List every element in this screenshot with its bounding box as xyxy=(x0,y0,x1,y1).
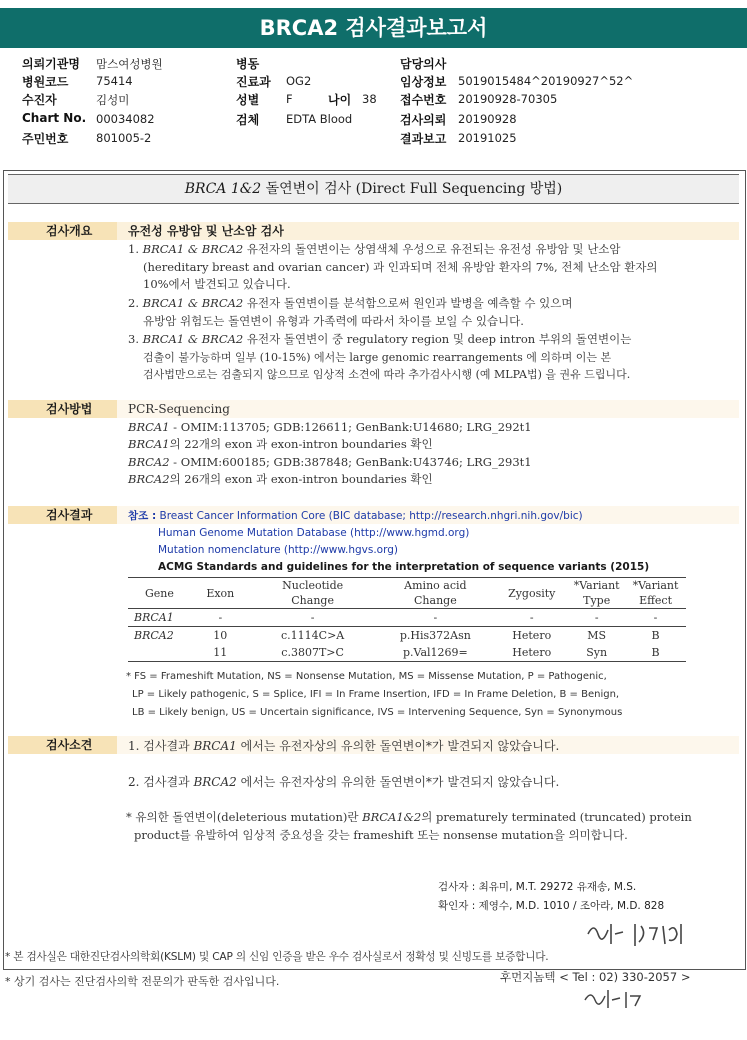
header-label: 의뢰기관명 xyxy=(22,57,80,71)
header-value: 38 xyxy=(362,92,377,106)
header-value: 20190928 xyxy=(458,112,517,126)
table-row xyxy=(128,644,686,662)
overview-item-2: 2. BRCA1 & BRCA2 유전자 돌연변이를 분석함으로써 원인과 발병을 예측할 수 있으며 유방암 위험도는 돌연변이 유형과 가족력에 따라서 차이를 보일 수 있습니다. xyxy=(128,296,573,328)
confirmer-line: 확인자 : 제영수, M.D. 1010 / 조아라, M.D. 828 xyxy=(438,900,665,912)
table-cell: Hetero xyxy=(512,646,552,659)
section-label-result: 검사결과 xyxy=(8,506,117,524)
header-label: 병원코드 xyxy=(22,75,69,89)
section-heading-overview: 유전성 유방암 및 난소암 검사 xyxy=(117,222,739,240)
reference-item: ACMG Standards and guidelines for the interpretation of sequence variants (2015) xyxy=(158,561,650,573)
table-header-cell: Zygosity xyxy=(508,586,556,600)
table-row xyxy=(128,609,686,627)
section-label-overview: 검사개요 xyxy=(8,222,117,240)
table-cell: p.His372Asn xyxy=(399,629,471,642)
overview-item-3: 3. BRCA1 & BRCA2 유전자 돌연변이 중 regulatory region 및 deep intron 부위의 돌연변이는 검출이 불가능하며 일부 (10-15%) 에서는 large genomic rearrangements 에 의하며 이는 본 검사법만으로는 검출되지 않으므로 임상적 소견에 따라 추가검사시행 (예 MLPA법) 을 권유 드립니다. xyxy=(128,332,632,381)
section-label-opinion: 검사소견 xyxy=(8,736,117,754)
header-value: 20191025 xyxy=(458,131,517,145)
header-value: 5019015484^20190927^52^ xyxy=(458,74,634,88)
table-header-cell: Exon xyxy=(206,586,235,600)
footer-note: * 상기 검사는 진단검사의학 전문의가 판독한 검사입니다. xyxy=(5,975,280,988)
reference-item: Breast Cancer Information Core (BIC database; http://research.nhgri.nih.gov/bic) xyxy=(159,510,583,522)
table-cell: c.1114C>A xyxy=(281,629,345,642)
table-row xyxy=(128,627,686,645)
reference-item: Mutation nomenclature (http://www.hgvs.org) xyxy=(158,544,398,556)
header-label: 검사의뢰 xyxy=(400,113,447,127)
table-header-cell: Amino acid Change xyxy=(404,579,467,607)
reference-item: Human Genome Mutation Database (http://www.hgmd.org) xyxy=(158,527,470,539)
reference-label: 참조 : xyxy=(128,510,157,522)
table-cell: B xyxy=(651,629,660,642)
opinion-note: * 유의한 돌연변이(deleterious mutation)란 BRCA1&2의 prematurely terminated (truncated) protein product를 유발하여 임상적 중요성을 갖는 frameshift 또는 nonsense mutation을 의미합니다. xyxy=(126,810,692,842)
variant-table xyxy=(128,577,686,662)
table-header-cell: Nucleotide Change xyxy=(282,579,344,607)
table-header-cell: Gene xyxy=(144,586,174,600)
handwritten-signature xyxy=(582,986,646,1012)
table-cell: - xyxy=(433,611,438,624)
table-cell: MS xyxy=(587,629,607,642)
opinion-line-2: 2. 검사결과 BRCA2 에서는 유전자상의 유의한 돌연변이*가 발견되지 않았습니다. xyxy=(128,775,560,789)
header-value: 맘스여성병원 xyxy=(96,57,163,71)
header-value: EDTA Blood xyxy=(286,112,353,126)
header-label: 검체 xyxy=(236,113,260,127)
header-label: 담당의사 xyxy=(400,57,447,71)
overview-item-1: 1. BRCA1 & BRCA2 유전자의 돌연변이는 상염색체 우성으로 유전되는 유전성 유방암 및 난소암 (hereditary breast and ovarian cancer) 과 인과되며 전체 유방암 환자의 7%, 전체 난소암 환자의 10%에서 발견되고 있습니다. xyxy=(128,242,658,291)
section-label-method: 검사방법 xyxy=(8,400,117,418)
header-label: 성별 xyxy=(236,93,260,107)
footer-certification: * 본 검사실은 대한진단검사의학회(KSLM) 및 CAP 의 신임 인증을 받은 우수 검사실로서 정확성 및 신빙도를 보증합니다. xyxy=(5,951,549,963)
header-value: 801005-2 xyxy=(96,131,152,145)
header-value: OG2 xyxy=(286,74,312,88)
footer-contact: 후먼지놈텍 < Tel : 02) 330-2057 > xyxy=(500,970,691,984)
header-value: F xyxy=(286,92,293,106)
header-value: 김성미 xyxy=(96,93,130,107)
test-title xyxy=(8,174,739,204)
table-footnote: * FS = Frameshift Mutation, NS = Nonsense Mutation, MS = Missense Mutation, P = Pathogenic, LP = Likely pathogenic, S = Splice, IFI = In Frame Insertion, IFD = In Frame Deletion, B = Benign, LB = Likely benign, US = Uncertain significance, IVS = Intervening Sequence, Syn = Synonymous xyxy=(126,671,623,718)
header-info xyxy=(0,52,747,152)
header-label: 임상정보 xyxy=(400,75,447,89)
table-cell-gene xyxy=(128,644,191,662)
report-title: BRCA2 검사결과보고서 xyxy=(0,8,747,48)
table-cell: Hetero xyxy=(512,629,552,642)
table-cell: - xyxy=(594,611,599,624)
header-label: 접수번호 xyxy=(400,93,447,107)
table-header-row xyxy=(128,578,686,609)
table-cell-gene: BRCA2 xyxy=(134,629,174,642)
table-cell-gene: BRCA1 xyxy=(134,611,174,624)
reference-list xyxy=(128,508,728,576)
header-label: 진료과 xyxy=(236,75,271,89)
table-header-cell: *Variant Effect xyxy=(632,579,679,607)
header-value: 00034082 xyxy=(96,112,155,126)
table-cell: - xyxy=(653,611,658,624)
method-body: PCR-Sequencing BRCA1 - OMIM:113705; GDB:126611; GenBank:U14680; LRG_292t1 BRCA1의 22개의 exon 과 exon-intron boundaries 확인 BRCA2 - OMIM:600185; GDB:387848; GenBank:U43746; LRG_293t1 BRCA2의 26개의 exon 과 exon-intron boundaries 확인 xyxy=(128,401,728,489)
header-label: 나이 xyxy=(328,93,352,107)
table-cell: c.3807T>C xyxy=(281,646,344,659)
header-label: Chart No. xyxy=(22,111,87,125)
header-label: 주민번호 xyxy=(22,132,69,146)
table-cell: - xyxy=(529,611,534,624)
table-cell: Syn xyxy=(586,646,608,659)
table-cell: - xyxy=(310,611,315,624)
table-cell: p.Val1269= xyxy=(402,646,468,659)
method-heading: PCR-Sequencing xyxy=(128,402,230,416)
header-value: 20190928-70305 xyxy=(458,92,558,106)
table-cell: 10 xyxy=(213,629,228,642)
header-value: 75414 xyxy=(96,74,133,88)
test-title-gene: BRCA 1&2 xyxy=(184,181,262,197)
inspector-line: 검사자 : 최유미, M.T. 29272 유재송, M.S. xyxy=(438,881,637,893)
header-label: 결과보고 xyxy=(400,132,447,146)
table-header-cell: *Variant Type xyxy=(573,579,620,607)
header-label: 병동 xyxy=(236,57,260,71)
handwritten-signature xyxy=(585,916,695,948)
header-label: 수진자 xyxy=(22,93,57,107)
table-cell: B xyxy=(651,646,660,659)
table-cell: - xyxy=(218,611,223,624)
opinion-line-1: 1. 검사결과 BRCA1 에서는 유전자상의 유의한 돌연변이*가 발견되지 않았습니다. xyxy=(128,739,560,753)
table-cell: 11 xyxy=(213,646,228,659)
test-title-rest: 돌연변이 검사 (Direct Full Sequencing 방법) xyxy=(261,181,563,197)
